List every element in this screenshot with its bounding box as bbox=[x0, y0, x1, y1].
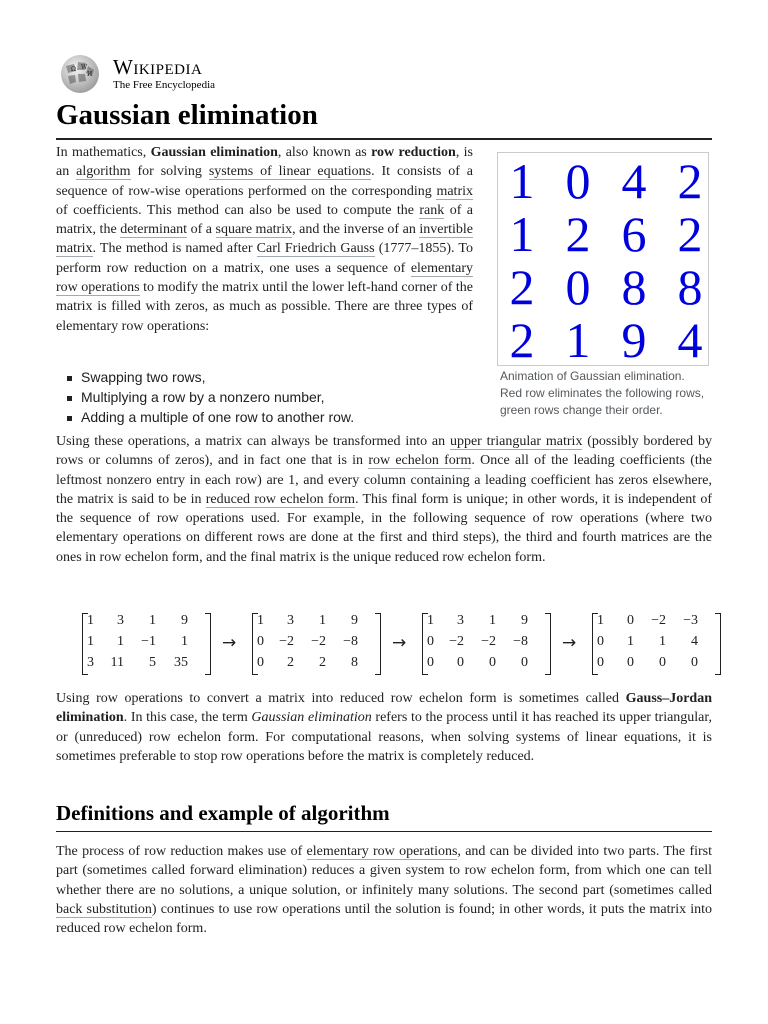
matrix-cell: −1 bbox=[141, 634, 156, 649]
matrix-bracket-right bbox=[205, 613, 211, 675]
matrix-cell: 1 bbox=[427, 613, 434, 628]
list-item: Adding a multiple of one row to another row. bbox=[56, 407, 473, 427]
matrix-bracket-right bbox=[545, 613, 551, 675]
matrix-cell: −2 bbox=[449, 634, 464, 649]
link-systems-of-linear-equations[interactable]: systems of linear equations bbox=[208, 164, 372, 180]
wikipedia-globe-icon[interactable] bbox=[56, 54, 104, 94]
matrix bbox=[592, 613, 720, 675]
svg-text:И: И bbox=[87, 71, 93, 78]
animation-figure bbox=[497, 152, 709, 418]
matrix-cell: 2 bbox=[319, 655, 326, 670]
matrix-cell: 0 bbox=[427, 634, 434, 649]
matrix-cell: 1 bbox=[181, 634, 188, 649]
matrix-cell: −2 bbox=[481, 634, 496, 649]
matrix bbox=[422, 613, 550, 675]
matrix-cell: 0 bbox=[597, 634, 604, 649]
matrix-cell: 1 bbox=[149, 613, 156, 628]
matrix-cell: 5 bbox=[149, 655, 156, 670]
grid-digit: 2 bbox=[509, 259, 535, 315]
matrix-cell: 0 bbox=[457, 655, 464, 670]
link-elementary-row-operations-2[interactable]: elementary row operations bbox=[306, 844, 458, 859]
grid-digit: 4 bbox=[621, 153, 647, 209]
grid-digit: 1 bbox=[509, 153, 535, 209]
gauss-jordan-paragraph: Using row operations to convert a matrix into reduced row echelon form is sometimes called Gauss–Jordan elimination. In this case, the term Gaussian elimination refers to the process until it has reached its upper triangular, or (unreduced) row echelon form. For computational reasons, when solving systems of linear equations, it is sometimes preferable to stop row operations before the matrix is completely reduced. bbox=[56, 691, 712, 764]
grid-digit: 4 bbox=[677, 312, 703, 365]
grid-digit: 9 bbox=[621, 312, 647, 365]
matrix-cell: −8 bbox=[513, 634, 528, 649]
figure-caption: Animation of Gaussian elimination. Red row eliminates the following rows, green rows change their order. bbox=[500, 369, 705, 417]
matrix-cell: −8 bbox=[343, 634, 358, 649]
matrix-cell: 0 bbox=[597, 655, 604, 670]
site-header[interactable] bbox=[56, 52, 356, 96]
matrix-sequence bbox=[82, 613, 722, 677]
list-item: Swapping two rows, bbox=[56, 367, 473, 387]
matrix-cell: 1 bbox=[257, 613, 264, 628]
link-matrix[interactable]: matrix bbox=[436, 183, 473, 199]
matrix-cell: 1 bbox=[627, 634, 634, 649]
link-upper-triangular-matrix[interactable]: upper triangular matrix bbox=[449, 434, 583, 449]
matrix-cell: 4 bbox=[691, 634, 698, 649]
matrix-cell: 1 bbox=[597, 613, 604, 628]
link-invertible-matrix[interactable]: invertible matrix bbox=[56, 222, 473, 257]
digit-grid bbox=[498, 153, 708, 365]
matrix-cell: 0 bbox=[627, 613, 634, 628]
matrix-cell: −3 bbox=[683, 613, 698, 628]
matrix bbox=[252, 613, 380, 675]
grid-digit: 8 bbox=[621, 259, 647, 315]
matrix-cell: 0 bbox=[427, 655, 434, 670]
grid-digit: 1 bbox=[565, 312, 591, 365]
row-echelon-paragraph: Using these operations, a matrix can always be transformed into an upper triangular matrix (possibly bordered by rows or columns of zeros), and in fact one that is in row echelon form. Once all of the leading coefficients (the leftmost nonzero entry in each row) are 1, and every column containing a leading coefficient has zeros elsewhere, the matrix is said to be in reduced row echelon form. This final form is unique; in other words, it is independent of the sequence of row operations used. For example, in the following sequence of row operations (where two elementary operations on different rows are done at the first and third steps), the third and fourth matrices are the ones in row echelon form, and the final matrix is the unique reduced row echelon form. bbox=[56, 434, 713, 565]
matrix-cell: 35 bbox=[174, 655, 188, 670]
grid-digit: 1 bbox=[509, 206, 535, 262]
matrix-cell: −2 bbox=[279, 634, 294, 649]
link-rank[interactable]: rank bbox=[419, 202, 445, 218]
link-algorithm[interactable]: algorithm bbox=[76, 164, 131, 180]
definitions-paragraph: The process of row reduction makes use of elementary row operations, and can be divided into two parts. The first part (sometimes called forward elimination) reduces a given system to row echelon form, from which one can tell whether there are no solutions, a unique solution, or infinitely many solutions. The second part (sometimes called back substitution) continues to use row operations until the solution is found; in other words, it puts the matrix into reduced row echelon form. bbox=[56, 844, 712, 937]
matrix-cell: 9 bbox=[351, 613, 358, 628]
matrix-bracket-right bbox=[375, 613, 381, 675]
grid-digit: 2 bbox=[677, 153, 703, 209]
matrix-cell: 1 bbox=[87, 613, 94, 628]
matrix-cell: 0 bbox=[489, 655, 496, 670]
wikipedia-wordmark[interactable]: Wikipedia bbox=[113, 55, 203, 79]
grid-digit: 0 bbox=[565, 153, 591, 209]
wikipedia-tagline: The Free Encyclopedia bbox=[113, 79, 216, 91]
matrix-bracket-right bbox=[715, 613, 721, 675]
link-determinant[interactable]: determinant bbox=[120, 222, 188, 238]
link-reduced-row-echelon-form[interactable]: reduced row echelon form bbox=[205, 491, 356, 507]
section-heading-definitions: Definitions and example of algorithm bbox=[56, 800, 712, 832]
matrix-cell: 0 bbox=[691, 655, 698, 670]
matrix-cell: 9 bbox=[181, 613, 188, 628]
matrix-cell: 1 bbox=[319, 613, 326, 628]
matrix-cell: 1 bbox=[489, 613, 496, 628]
matrix bbox=[82, 613, 210, 675]
grid-digit: 0 bbox=[565, 259, 591, 315]
matrix-cell: 2 bbox=[287, 655, 294, 670]
grid-digit: 2 bbox=[509, 312, 535, 365]
matrix-cell: 1 bbox=[659, 634, 666, 649]
matrix-cell: 3 bbox=[117, 613, 124, 628]
svg-text:W: W bbox=[81, 64, 88, 71]
grid-digit: 2 bbox=[677, 206, 703, 262]
link-elementary-row-operations[interactable]: elementary row operations bbox=[56, 260, 473, 296]
list-item: Multiplying a row by a nonzero number, bbox=[56, 387, 473, 407]
link-back-substitution[interactable]: back substitution bbox=[56, 901, 152, 917]
matrix-cell: 0 bbox=[627, 655, 634, 670]
matrix-cell: 3 bbox=[457, 613, 464, 628]
matrix-cell: 11 bbox=[110, 655, 124, 670]
matrix-cell: 1 bbox=[87, 634, 94, 649]
link-row-echelon-form[interactable]: row echelon form bbox=[368, 453, 472, 469]
matrix-cell: 9 bbox=[521, 613, 528, 628]
matrix-cell: 1 bbox=[117, 634, 124, 649]
matrix-cell: 3 bbox=[287, 613, 294, 628]
animation-image[interactable] bbox=[497, 152, 709, 366]
svg-text:Ω: Ω bbox=[71, 66, 76, 73]
arrow-icon: → bbox=[392, 633, 407, 653]
grid-digit: 8 bbox=[677, 259, 703, 315]
arrow-icon: → bbox=[562, 633, 577, 653]
matrix-cell: −2 bbox=[651, 613, 666, 628]
link-square-matrix[interactable]: square matrix bbox=[215, 222, 293, 238]
page-title: Gaussian elimination bbox=[56, 98, 712, 140]
intro-paragraph: In mathematics, Gaussian elimination, also known as row reduction, is an algorithm for solving systems of linear equations. It consists of a sequence of row-wise operations performed on the corresponding matrix of coefficients. This method can also be used to compute the rank of a matrix, the determinant of a square matrix, and the inverse of an invertible matrix. The method is named after Carl Friedrich Gauss (1777–1855). To perform row reduction on a matrix, one uses a sequence of elementary row operations to modify the matrix until the lower left-hand corner of the matrix is filled with zeros, as much as possible. There are three types of elementary row operations: bbox=[56, 145, 473, 334]
matrix-cell: 0 bbox=[257, 655, 264, 670]
grid-digit: 2 bbox=[565, 206, 591, 262]
arrow-icon: → bbox=[222, 633, 237, 653]
matrix-cell: 0 bbox=[521, 655, 528, 670]
matrix-cell: 0 bbox=[257, 634, 264, 649]
matrix-cell: 0 bbox=[659, 655, 666, 670]
matrix-cell: 3 bbox=[87, 655, 94, 670]
row-operations-list bbox=[56, 367, 473, 427]
matrix-cell: −2 bbox=[311, 634, 326, 649]
link-carl-friedrich-gauss[interactable]: Carl Friedrich Gauss bbox=[256, 241, 375, 257]
grid-digit: 6 bbox=[621, 206, 647, 262]
matrix-cell: 8 bbox=[351, 655, 358, 670]
